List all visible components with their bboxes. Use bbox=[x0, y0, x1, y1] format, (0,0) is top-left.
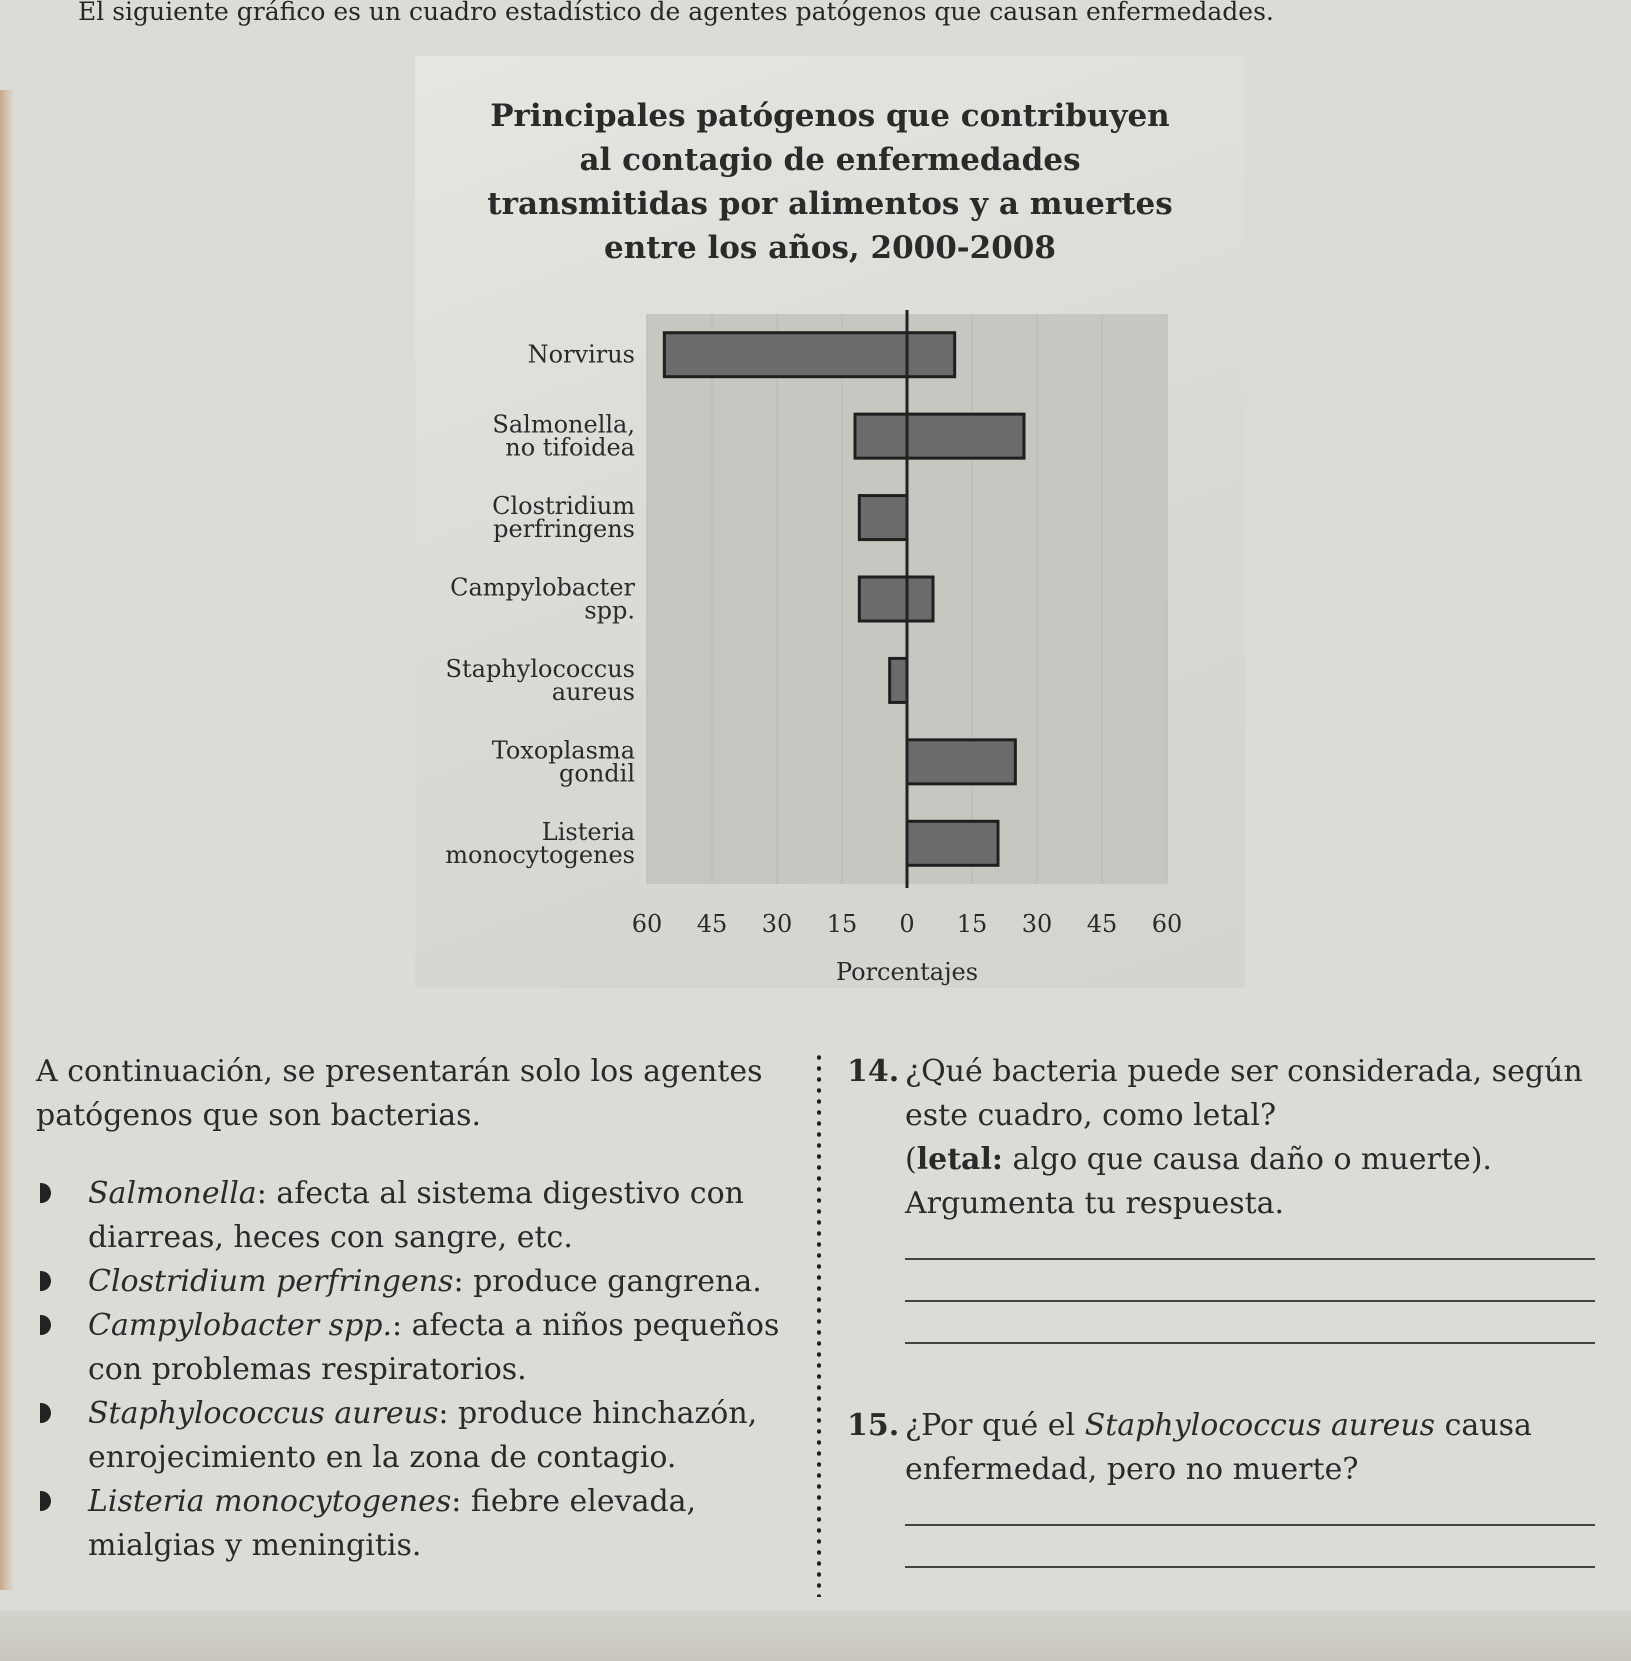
page-edge bbox=[0, 90, 14, 1590]
category-label-line: aureus bbox=[551, 677, 635, 706]
right-column bbox=[847, 1050, 1607, 1568]
category-label bbox=[492, 411, 635, 462]
x-axis-label: Porcentajes bbox=[835, 958, 979, 986]
category-label-line: Clostridium bbox=[492, 492, 635, 521]
chart-title-line: Principales patógenos que contribuyen bbox=[490, 98, 1170, 134]
chart-title-line: transmitidas por alimentos y a muertes bbox=[487, 186, 1173, 222]
list-item bbox=[36, 1172, 796, 1260]
bacteria-name: Campylobacter spp. bbox=[88, 1308, 393, 1343]
bullet-icon bbox=[40, 1491, 51, 1511]
bacteria-intro: A continuación, se presentarán solo los agentes patógenos que son bacterias. bbox=[36, 1054, 763, 1133]
bacteria-description: : produce hinchazón, enrojecimiento en la zona de contagio. bbox=[88, 1396, 758, 1475]
category-label-line: Staphylococcus bbox=[445, 654, 635, 683]
answer-line[interactable] bbox=[905, 1566, 1595, 1568]
question-text: causa enfermedad, pero no muerte? bbox=[905, 1408, 1532, 1487]
column-divider bbox=[817, 1052, 821, 1597]
answer-line[interactable] bbox=[905, 1300, 1595, 1302]
bar bbox=[855, 414, 1024, 458]
category-label bbox=[492, 492, 635, 543]
question-number: 15. bbox=[847, 1408, 900, 1443]
tick-label: 15 bbox=[956, 910, 988, 938]
category-label bbox=[528, 341, 635, 369]
tick-label: 45 bbox=[1086, 910, 1118, 938]
category-label-line: Listeria bbox=[541, 817, 635, 846]
tick-label: 60 bbox=[1151, 910, 1183, 938]
bullet-icon bbox=[40, 1403, 51, 1423]
bar bbox=[907, 740, 1015, 784]
chart-title-line: al contagio de enfermedades bbox=[579, 142, 1081, 178]
category-label-line: perfringens bbox=[493, 515, 635, 544]
category-label-line: gondil bbox=[559, 759, 635, 788]
category-label-line: Norvirus bbox=[527, 340, 635, 369]
category-label-line: Campylobacter bbox=[450, 573, 635, 602]
italic-term: Staphylococcus aureus bbox=[1084, 1408, 1436, 1443]
question-15 bbox=[847, 1404, 1607, 1492]
category-label bbox=[445, 818, 635, 869]
category-label bbox=[492, 736, 635, 787]
page-bottom-edge bbox=[0, 1610, 1631, 1661]
list-item bbox=[36, 1392, 796, 1480]
definition-text: algo que causa daño o muerte). Argumenta tu respuesta. bbox=[905, 1142, 1492, 1221]
bacteria-name: Salmonella bbox=[88, 1176, 257, 1211]
bar bbox=[859, 577, 933, 621]
tick-label: 30 bbox=[1021, 910, 1053, 938]
bar bbox=[664, 333, 954, 377]
bacteria-name: Clostridium perfringens bbox=[88, 1264, 454, 1299]
chart-figure bbox=[415, 56, 1245, 988]
question-text: ¿Qué bacteria puede ser considerada, según este cuadro, como letal? bbox=[905, 1054, 1583, 1133]
bar bbox=[890, 658, 907, 702]
category-label-line: monocytogenes bbox=[445, 840, 635, 869]
category-label-line: no tifoidea bbox=[505, 433, 635, 462]
category-label-line: Salmonella, bbox=[492, 410, 635, 439]
tick-label: 30 bbox=[761, 910, 793, 938]
bacteria-list bbox=[36, 1172, 796, 1568]
bullet-icon bbox=[40, 1183, 51, 1203]
question-text: ¿Por qué el bbox=[905, 1408, 1085, 1443]
bacteria-description: : afecta a niños pequeños con problemas respiratorios. bbox=[88, 1308, 780, 1387]
bold-term: letal: bbox=[916, 1142, 1003, 1177]
answer-line[interactable] bbox=[905, 1524, 1595, 1526]
bar-chart bbox=[415, 56, 1245, 988]
category-label bbox=[450, 574, 635, 625]
bacteria-name: Staphylococcus aureus bbox=[88, 1396, 439, 1431]
bar bbox=[859, 496, 907, 540]
answer-line[interactable] bbox=[905, 1258, 1595, 1260]
category-label-line: spp. bbox=[584, 596, 635, 625]
definition-open-paren: ( bbox=[905, 1142, 917, 1177]
bacteria-name: Listeria monocytogenes bbox=[88, 1484, 452, 1519]
tick-label: 15 bbox=[826, 910, 858, 938]
question-number: 14. bbox=[847, 1054, 900, 1089]
tick-label: 60 bbox=[631, 910, 663, 938]
tick-label: 0 bbox=[899, 910, 915, 938]
question-14 bbox=[847, 1050, 1607, 1226]
bullet-icon bbox=[40, 1271, 51, 1291]
left-column bbox=[36, 1050, 796, 1568]
list-item bbox=[36, 1480, 796, 1568]
tick-label: 45 bbox=[696, 910, 728, 938]
chart-title-line: entre los años, 2000-2008 bbox=[604, 230, 1056, 266]
list-item bbox=[36, 1260, 796, 1304]
category-label bbox=[446, 655, 635, 706]
bar bbox=[907, 821, 998, 865]
list-item bbox=[36, 1304, 796, 1392]
category-label-line: Toxoplasma bbox=[491, 736, 635, 765]
bacteria-description: : produce gangrena. bbox=[453, 1264, 762, 1299]
intro-text: El siguiente gráfico es un cuadro estadístico de agentes patógenos que causan enfermedades. bbox=[78, 0, 1274, 26]
bacteria-description: : fiebre elevada, mialgias y meningitis. bbox=[88, 1484, 697, 1563]
bullet-icon bbox=[40, 1315, 51, 1335]
bacteria-description: : afecta al sistema digestivo con diarreas, heces con sangre, etc. bbox=[88, 1176, 744, 1255]
answer-line[interactable] bbox=[905, 1342, 1595, 1344]
